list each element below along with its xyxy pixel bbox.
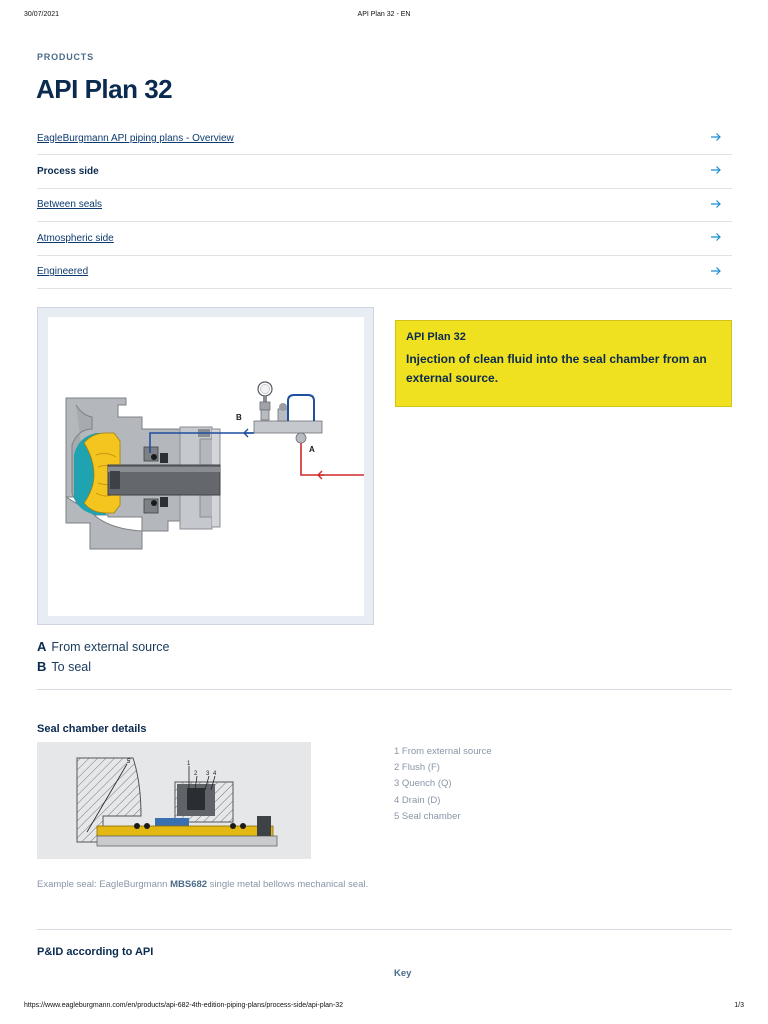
divider [37, 929, 732, 930]
arrow-right-icon[interactable] [710, 131, 722, 143]
legend-key: A [37, 639, 47, 654]
key-item: 5 Seal chamber [394, 810, 461, 822]
diagram-label-a: A [309, 445, 315, 454]
seal-number: 1 [187, 761, 191, 767]
legend-text: To seal [51, 660, 91, 674]
seal-caption [37, 877, 369, 892]
print-date: 30/07/2021 [24, 11, 60, 18]
seal-number: 5 [127, 759, 131, 765]
arrow-right-icon[interactable] [710, 231, 722, 243]
pump-diagram-svg [48, 317, 364, 616]
piping-plans-nav [37, 122, 732, 289]
seal-number: 4 [213, 771, 217, 777]
nav-item-process-side[interactable] [37, 155, 732, 188]
plan-description-callout [395, 320, 732, 407]
page-number: 1/3 [734, 1002, 744, 1009]
nav-item-label[interactable]: Engineered [37, 266, 89, 278]
callout-text: Injection of clean fluid into the seal chamber from an external source. [406, 352, 707, 385]
legend-item [37, 637, 170, 657]
pump-diagram [48, 317, 364, 616]
pump-diagram-frame [37, 307, 374, 625]
page-title: API Plan 32 [36, 74, 173, 104]
nav-item-label[interactable]: EagleBurgmann API piping plans - Overview [37, 132, 234, 144]
nav-item-atmospheric-side[interactable] [37, 222, 732, 255]
legend-text: From external source [51, 640, 170, 654]
key-item: 4 Drain (D) [394, 794, 441, 806]
nav-item-engineered[interactable] [37, 256, 732, 289]
key-item: 2 Flush (F) [394, 762, 440, 774]
key-item: 3 Quench (Q) [394, 778, 452, 790]
nav-item-overview[interactable] [37, 122, 732, 155]
seal-chamber-key [394, 744, 492, 825]
diagram-label-b: B [236, 413, 242, 422]
nav-item-label[interactable]: Process side [37, 166, 99, 178]
seal-number: 3 [206, 771, 210, 777]
callout-title: API Plan 32 [406, 331, 466, 343]
key-item: 1 From external source [394, 746, 492, 757]
nav-item-label[interactable]: Atmospheric side [37, 232, 114, 244]
nav-item-between-seals[interactable] [37, 189, 732, 222]
print-url: https://www.eagleburgmann.com/en/products/api-682-4th-edition-piping-plans/process-side/api-plan-32 [24, 1002, 344, 1009]
legend-key: B [37, 659, 47, 674]
arrow-right-icon[interactable] [710, 164, 722, 176]
diagram-legend [37, 637, 170, 677]
print-footer [0, 1002, 768, 1012]
seal-model: MBS682 [170, 879, 208, 890]
legend-item [37, 657, 170, 677]
caption-text: Example seal: EagleBurgmann [37, 879, 171, 890]
caption-text: single metal bellows mechanical seal. [207, 879, 369, 890]
seal-number: 2 [194, 771, 198, 777]
arrow-right-icon[interactable] [710, 265, 722, 277]
print-title: API Plan 32 - EN [357, 11, 411, 18]
breadcrumb[interactable]: PRODUCTS [37, 52, 94, 62]
key-label: Key [394, 968, 412, 979]
seal-chamber-image [37, 742, 311, 859]
nav-item-label[interactable]: Between seals [37, 199, 103, 211]
seal-chamber-svg [37, 742, 311, 859]
print-header [0, 11, 768, 21]
pid-heading: P&ID according to API [37, 946, 154, 958]
seal-chamber-heading: Seal chamber details [37, 723, 147, 735]
arrow-right-icon[interactable] [710, 198, 722, 210]
divider [37, 689, 732, 690]
